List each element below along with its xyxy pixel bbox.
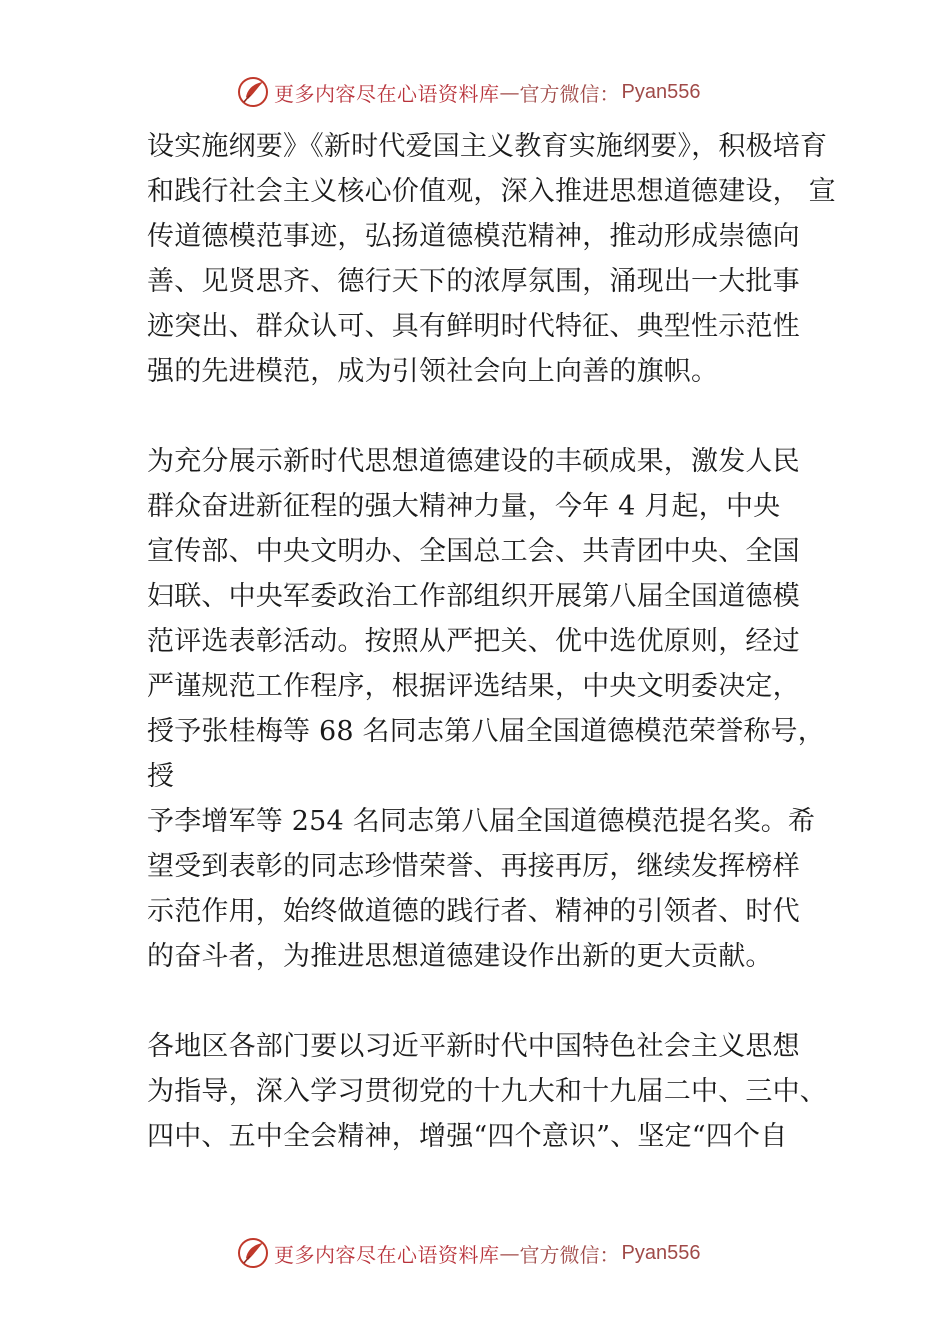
- text-line: 妇联、中央军委政治工作部组织开展第八届全国道德模: [147, 581, 800, 612]
- text-line: 严谨规范工作程序，根据评选结果，中央文明委决定，: [147, 671, 800, 702]
- text-line: 示范作用，始终做道德的践行者、精神的引领者、时代: [147, 896, 800, 927]
- quill-heart-icon: [236, 75, 270, 109]
- text-line: 为指导，深入学习贯彻党的十九大和十九届二中、三中、: [147, 1076, 827, 1107]
- text-line: 善、见贤思齐、德行天下的浓厚氛围，涌现出一大批事: [147, 266, 800, 297]
- text-line: 传道德模范事迹，弘扬道德模范精神，推动形成崇德向: [147, 221, 800, 252]
- watermark-separator: —: [499, 1241, 520, 1265]
- text-line: 各地区各部门要以习近平新时代中国特色社会主义思想: [147, 1031, 800, 1062]
- text-line: 授予张桂梅等 68 名同志第八届全国道德模范荣誉称号，: [147, 716, 825, 747]
- watermark-subtitle: 官方微信：: [519, 1242, 620, 1267]
- watermark-title: 更多内容尽在心语资料库: [274, 81, 500, 106]
- text-line: 予李增军等 254 名同志第八届全国道德模范提名奖。希: [147, 806, 816, 837]
- paragraph: [147, 439, 827, 979]
- text-line: 设实施纲要》《新时代爱国主义教育实施纲要》，积极培育: [147, 131, 828, 162]
- paragraph: [147, 124, 836, 394]
- text-line: 的奋斗者，为推进思想道德建设作出新的更大贡献。: [147, 941, 773, 972]
- text-line: 宣传部、中央文明办、全国总工会、共青团中央、全国: [147, 536, 800, 567]
- document-body: [147, 124, 836, 1159]
- text-line: 范评选表彰活动。按照从严把关、优中选优原则，经过: [147, 626, 800, 657]
- text-line: 迹突出、群众认可、具有鲜明时代特征、典型性示范性: [147, 311, 800, 342]
- watermark-account: Pyan556: [621, 1241, 701, 1264]
- text-line: 四中、五中全会精神，增强“四个意识”、坚定“四个自: [147, 1121, 788, 1152]
- watermark-account: Pyan556: [621, 80, 701, 103]
- footer-watermark: [0, 1233, 950, 1273]
- paragraph-gap: [147, 394, 827, 439]
- watermark-separator: —: [499, 80, 520, 104]
- text-line: 望受到表彰的同志珍惜荣誉、再接再厉，继续发挥榜样: [147, 851, 800, 882]
- text-line: 和践行社会主义核心价值观，深入推进思想道德建设， 宣: [147, 176, 836, 207]
- watermark-subtitle: 官方微信：: [519, 81, 620, 106]
- watermark-title: 更多内容尽在心语资料库: [274, 1242, 500, 1267]
- paragraph: [147, 1024, 827, 1159]
- text-line: 为充分展示新时代思想道德建设的丰硕成果，激发人民: [147, 446, 800, 477]
- text-line: 群众奋进新征程的强大精神力量，今年 4 月起，中央: [147, 491, 781, 522]
- text-line: 强的先进模范，成为引领社会向上向善的旗帜。: [147, 356, 719, 387]
- paragraph-gap: [147, 979, 827, 1024]
- quill-heart-icon: [236, 1236, 270, 1270]
- header-watermark: [0, 72, 950, 112]
- text-line: 授: [147, 761, 175, 792]
